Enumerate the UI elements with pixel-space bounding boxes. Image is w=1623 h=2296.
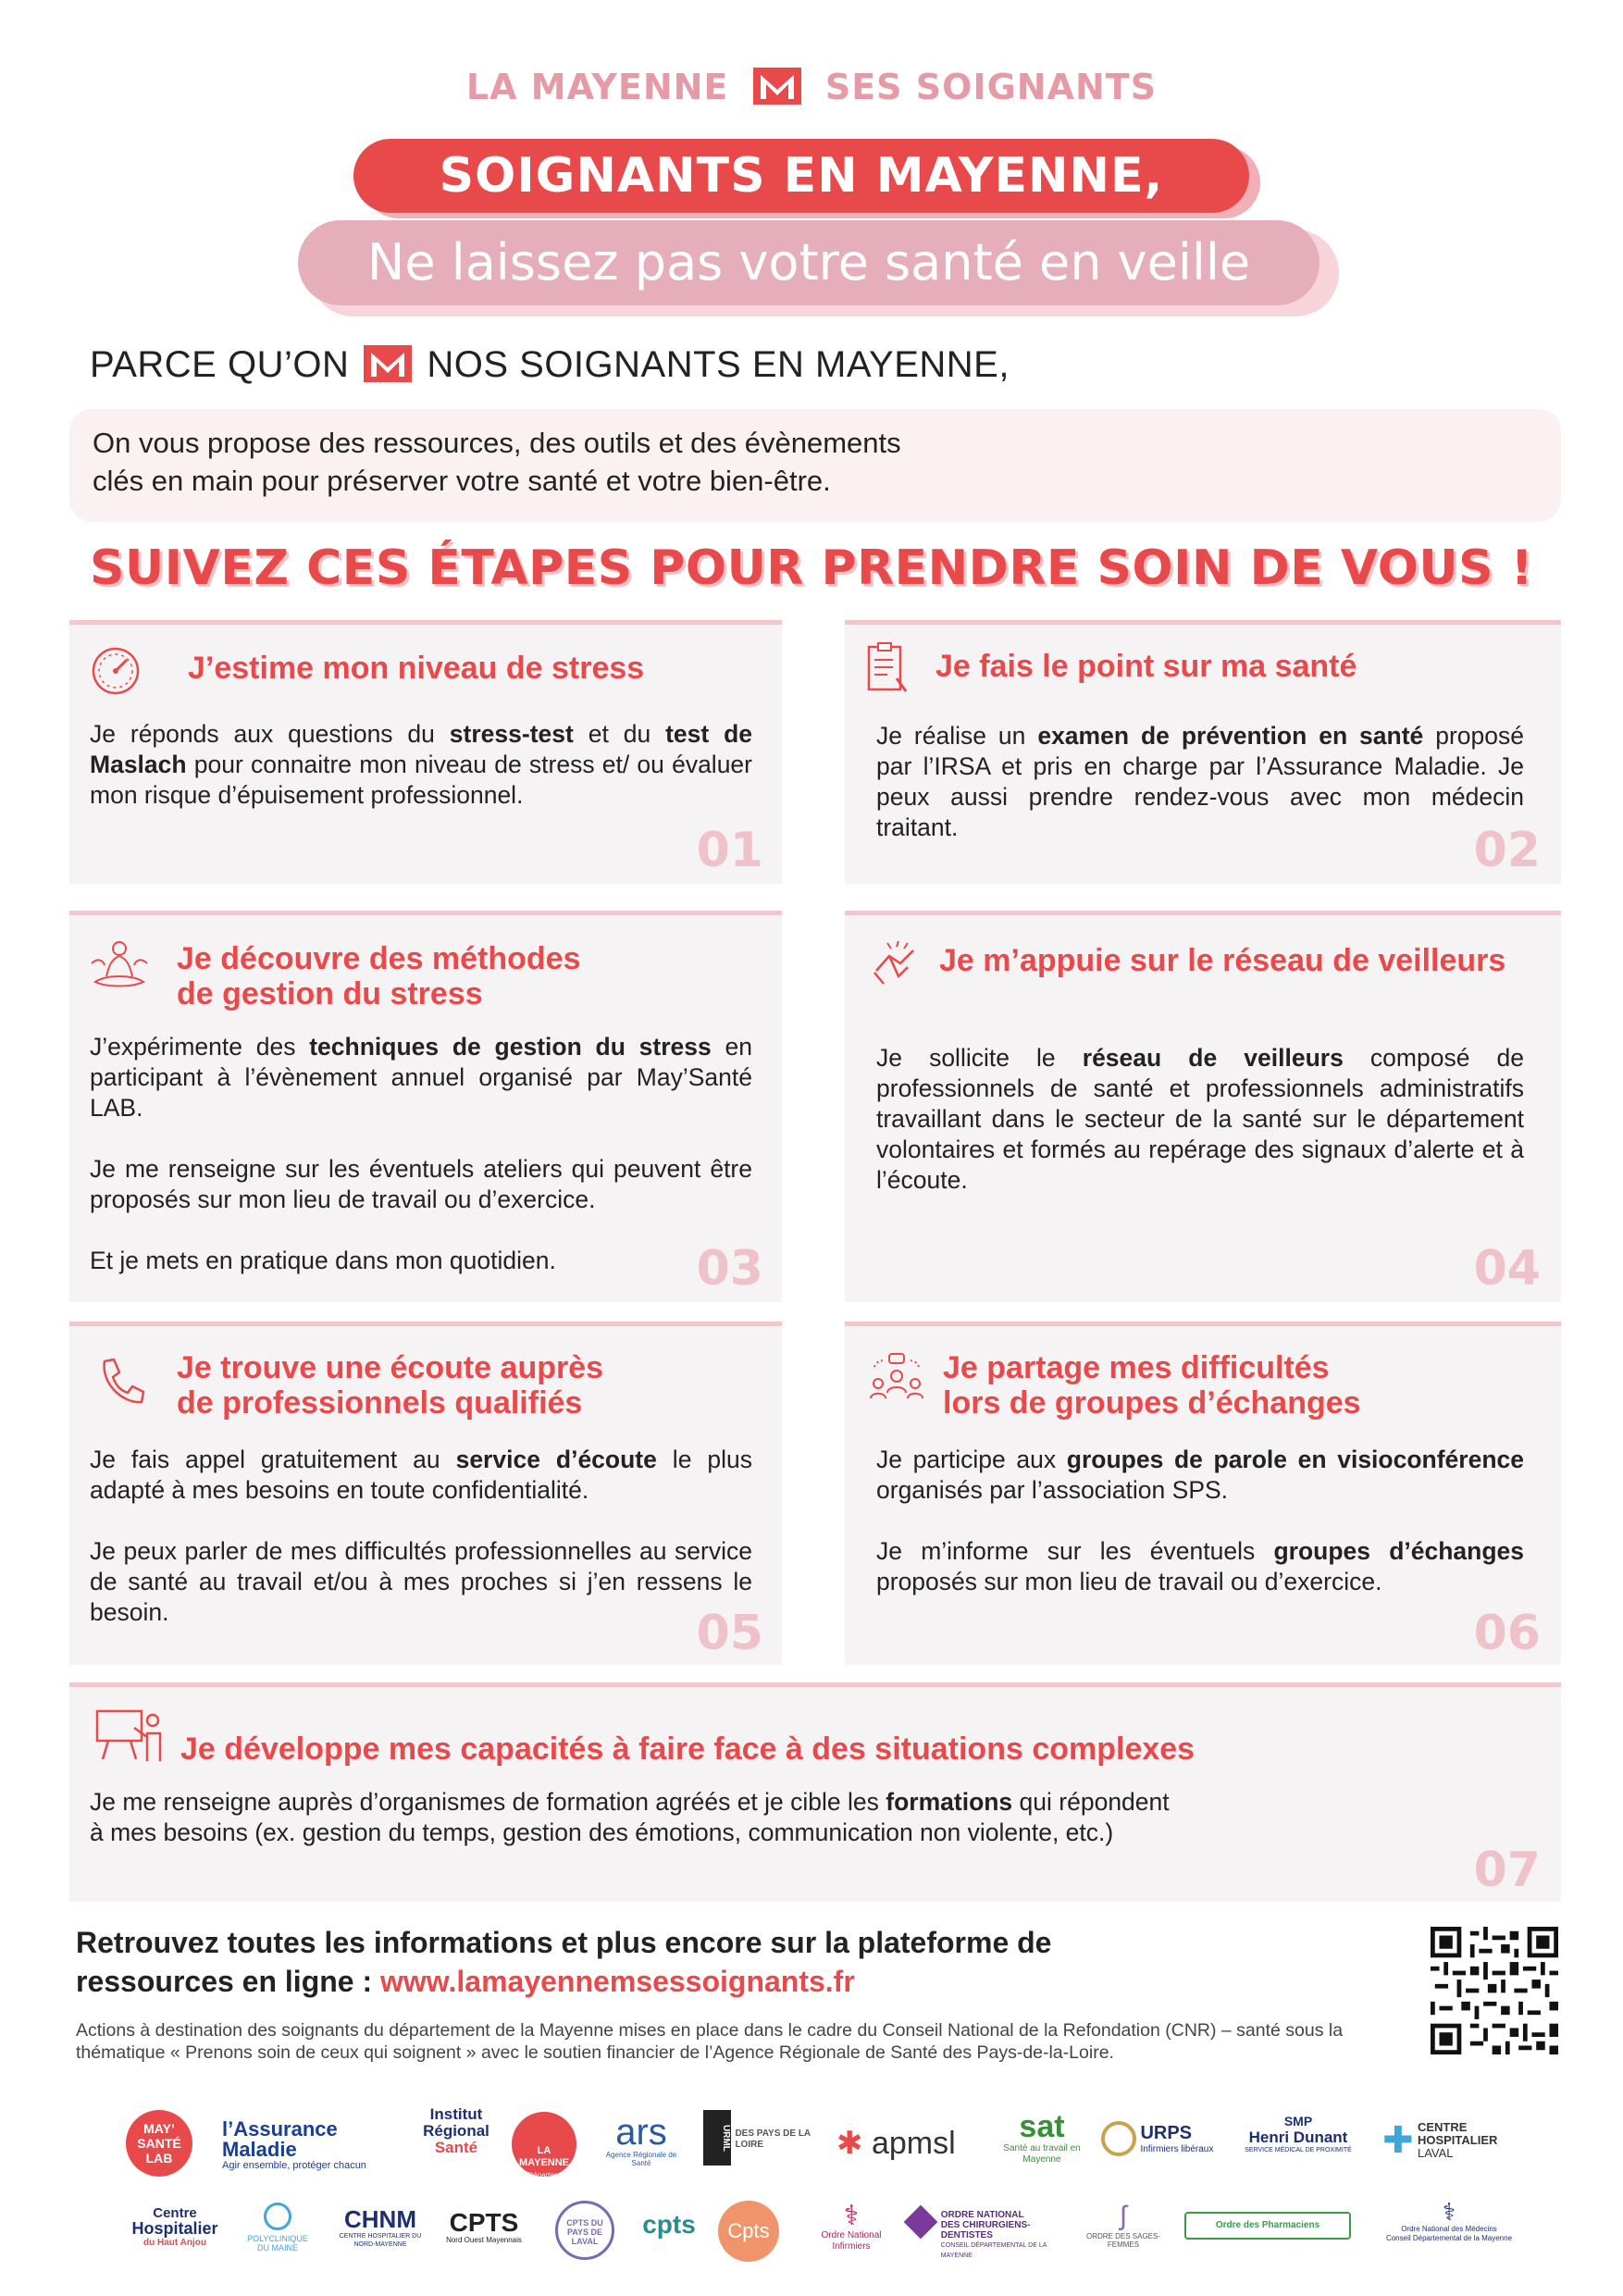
step-body: Je fais appel gratuitement au service d’écoute le plus adapté à mes besoins en toute confidentialité. Je peux parler de mes difficultés professionnelles au service de santé au travail et/ou à mes proches si j’en ressens le besoin. bbox=[90, 1446, 752, 1626]
logo-centre-hospitalier-laval: ✚ CENTRE HOSPITALIER LAVAL bbox=[1382, 2120, 1498, 2161]
phone-icon bbox=[95, 1356, 147, 1408]
brand-right: SES SOIGNANTS bbox=[824, 67, 1158, 107]
intro-line: On vous propose des ressources, des outils et des évènements bbox=[93, 427, 901, 459]
gauge-icon bbox=[90, 643, 142, 695]
logo-ars: ars Agence Régionale de Santé bbox=[605, 2112, 677, 2167]
banner-subtitle: Ne laissez pas votre santé en veille bbox=[298, 220, 1319, 305]
m-heart-logo-icon bbox=[358, 345, 417, 382]
meditation-icon bbox=[88, 936, 151, 993]
step-title-line: Je découvre des méthodes bbox=[177, 941, 581, 976]
step-title-line: de gestion du stress bbox=[177, 976, 483, 1011]
logo-ordre-infirmiers: ⚕ Ordre National Infirmiers bbox=[821, 2201, 882, 2252]
qr-code-icon[interactable] bbox=[1431, 1927, 1558, 2054]
logo-urml: URML DES PAYS DE LA LOIRE bbox=[703, 2110, 824, 2166]
step-title-line: de professionnels qualifiés bbox=[177, 1385, 583, 1421]
step-title bbox=[177, 1350, 603, 1421]
step-card-01 bbox=[69, 620, 782, 884]
step-body: Je sollicite le réseau de veilleurs composé de professionnels de santé et professionnels administratifs travaillant dans le secteur de la santé sur le département volontaires et formés au repérage des signaux d’alerte et à l’écoute. bbox=[876, 1044, 1524, 1194]
intro-line: clés en main pour préserver votre santé et votre bien-être. bbox=[93, 465, 831, 497]
step-title: Je développe mes capacités à faire face à des situations complexes bbox=[180, 1731, 1196, 1767]
step-number: 05 bbox=[696, 1606, 763, 1661]
handshake-icon bbox=[871, 939, 923, 987]
brand-header bbox=[0, 67, 1623, 107]
intro-title-left: PARCE QU’ON bbox=[90, 344, 350, 385]
step-number: 04 bbox=[1473, 1241, 1541, 1297]
step-card-02 bbox=[845, 620, 1561, 884]
logo-chnm: CHNM CENTRE HOSPITALIER DU NORD-MAYENNE bbox=[339, 2205, 422, 2248]
step-number: 02 bbox=[1473, 823, 1541, 878]
logo-institut-regional-sante: Institut Régional Santé bbox=[423, 2105, 489, 2156]
step-body: Je me renseigne auprès d’organismes de formation agréés et je cible les formations qui répondent à mes besoins (ex. gestion du temps, gestion des émotions, communication non violente, etc.) bbox=[90, 1788, 1170, 1846]
logo-apmsl: ✱ apmsl bbox=[836, 2126, 956, 2161]
step-card-03 bbox=[69, 911, 782, 1302]
step-body: Je réalise un examen de prévention en santé proposé par l’IRSA et pris en charge par l’Assurance Maladie. Je peux aussi prendre rendez-vous avec mon médecin traitant. bbox=[876, 722, 1524, 841]
logo-ordre-sages-femmes: ʃ ORDRE DES SAGES-FEMMES bbox=[1085, 2201, 1160, 2249]
logo-maysante-lab: MAY’ SANTÉ LAB bbox=[126, 2110, 192, 2177]
website-link[interactable]: www.lamayennemsessoignants.fr bbox=[380, 1965, 855, 1998]
step-body: Je réponds aux questions du stress-test et du test de Maslach pour connaitre mon niveau de stress et/ ou évaluer mon risque d’épuisement professionnel. bbox=[90, 720, 752, 809]
footer-line-prefix: ressources en ligne : bbox=[76, 1965, 381, 1998]
logo-cpts-nord-ouest: CPTS Nord Ouest Mayennais bbox=[446, 2208, 522, 2244]
logo-ordre-medecins: ⚕ Ordre National des Médecins Conseil Départemental de la Mayenne bbox=[1385, 2198, 1513, 2242]
banner-title: SOIGNANTS EN MAYENNE, bbox=[353, 139, 1249, 213]
step-body: Je participe aux groupes de parole en visioconférence organisés par l’association SPS. Je m’informe sur les éventuels groupes d’échanges proposés sur mon lieu de travail ou d’exercice. bbox=[876, 1446, 1524, 1595]
step-title: Je m’appuie sur le réseau de veilleurs bbox=[939, 943, 1506, 978]
checklist-icon bbox=[865, 641, 908, 695]
step-card-04 bbox=[845, 911, 1561, 1302]
logo-smp-henri-dunant: SMP Henri Dunant SERVICE MÉDICAL DE PROXIMITÉ bbox=[1245, 2114, 1352, 2153]
step-title: J’estime mon niveau de stress bbox=[188, 651, 645, 686]
step-number: 03 bbox=[696, 1241, 763, 1297]
step-card-06 bbox=[845, 1322, 1561, 1665]
step-title bbox=[177, 941, 581, 1011]
intro-title-right: NOS SOIGNANTS EN MAYENNE, bbox=[427, 344, 1010, 385]
m-heart-logo-icon bbox=[753, 68, 801, 105]
step-title: Je fais le point sur ma santé bbox=[935, 649, 1357, 684]
step-card-05 bbox=[69, 1322, 782, 1665]
step-number: 06 bbox=[1473, 1606, 1541, 1661]
step-title bbox=[943, 1350, 1361, 1421]
logo-sat: sat Santé au travail en Mayenne bbox=[1003, 2109, 1081, 2165]
logo-ordre-pharmaciens: Ordre des Pharmaciens bbox=[1184, 2212, 1351, 2240]
logo-urps: URPS Infirmiers libéraux bbox=[1101, 2121, 1231, 2156]
step-card-07 bbox=[69, 1682, 1561, 1902]
group-icon bbox=[867, 1352, 926, 1408]
logo-ordre-chirurgiens-dentistes: ORDRE NATIONAL DES CHIRURGIENS-DENTISTES CONSEIL DÉPARTEMENTAL DE LA MAYENNE bbox=[909, 2210, 1057, 2261]
logo-ch-haut-anjou: Centre Hospitalier du Haut Anjou bbox=[131, 2205, 218, 2248]
step-body: J’expérimente des techniques de gestion du stress en participant à l’évènement annuel organisé par May’Santé LAB. Je me renseigne sur les éventuels ateliers qui peuvent être proposés sur mon lieu de travail ou d’exercice. Et je mets en pratique dans mon quotidien. bbox=[90, 1033, 753, 1274]
logo-polyclinique-du-maine: POLYCLINIQUE DU MAINE bbox=[231, 2203, 324, 2253]
logo-cpts-green: cpts bbox=[642, 2210, 696, 2239]
intro-text bbox=[93, 424, 1203, 500]
intro-title bbox=[90, 344, 1010, 386]
training-icon bbox=[95, 1707, 164, 1763]
footer-line: Retrouvez toutes les informations et plus encore sur la plateforme de bbox=[76, 1926, 1052, 1959]
step-title-line: Je partage mes difficultés bbox=[943, 1350, 1330, 1385]
logo-la-mayenne: LA MAYENNE Le Département bbox=[512, 2112, 576, 2177]
brand-left: LA MAYENNE bbox=[465, 67, 729, 107]
step-number: 07 bbox=[1473, 1843, 1541, 1898]
logo-cpts-orange: Cpts bbox=[718, 2201, 779, 2262]
logo-assurance-maladie: l’Assurance Maladie Agir ensemble, protéger chacun bbox=[222, 2117, 366, 2171]
footer-text bbox=[76, 1923, 1390, 2001]
step-title-line: Je trouve une écoute auprès bbox=[177, 1350, 604, 1385]
step-title-line: lors de groupes d’échanges bbox=[943, 1385, 1361, 1421]
legal-text: Actions à destination des soignants du département de la Mayenne mises en place dans le cadre du Conseil National de la Refondation (CNR) – santé sous la thématique « Prenons soin de ceux qui soignent » avec le soutien financier de l’Agence Régionale de Santé des Pays-de-la-Loire. bbox=[76, 2020, 1344, 2063]
logo-cpts-pays-de-laval: CPTS DU PAYS DE LAVAL bbox=[555, 2201, 614, 2260]
step-number: 01 bbox=[696, 823, 763, 878]
steps-title: SUIVEZ CES ÉTAPES POUR PRENDRE SOIN DE VOUS ! bbox=[90, 540, 1533, 596]
